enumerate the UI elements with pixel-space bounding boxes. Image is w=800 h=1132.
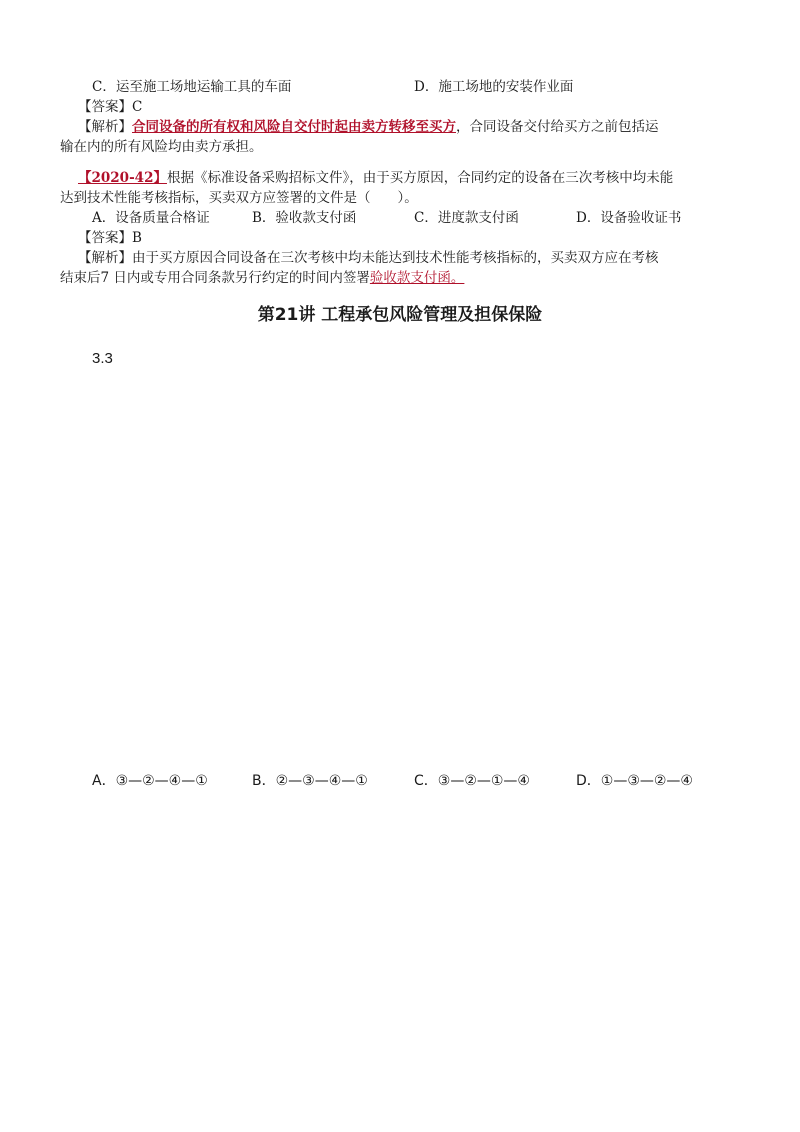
q2-option-b: B．验收款支付函 — [252, 210, 357, 226]
q3-option-c: C．③—②—①—④ — [414, 773, 530, 789]
q2-stem — [78, 168, 673, 188]
q1-option-d: D．施工场地的安装作业面 — [414, 79, 574, 95]
q3-option-b: B．②—③—④—① — [252, 773, 368, 789]
q2-analysis-text: 由于买方原因合同设备在三次考核中均未能达到技术性能考核指标的，买卖双方应在考核 — [132, 250, 659, 266]
q2-stem-text: 根据《标准设备采购招标文件》，由于买方原因，合同约定的设备在三次考核中均未能 — [166, 170, 674, 186]
q2-analysis — [78, 248, 659, 268]
q2-option-a: A．设备质量合格证 — [92, 210, 210, 226]
q2-answer: 【答案】B — [78, 230, 142, 246]
q1-analysis-label: 【解析】 — [78, 119, 132, 135]
q3-option-a: A．③—②—④—① — [92, 773, 208, 789]
q3-option-d: D．①—③—②—④ — [576, 773, 693, 789]
lecture-heading: 第21讲 工程承包风险管理及担保保险 — [257, 305, 543, 325]
q1-analysis-highlight: 合同设备的所有权和风险自交付时起由卖方转移至买方 — [132, 119, 456, 135]
q2-option-c: C．进度款支付函 — [414, 210, 519, 226]
q2-analysis-label: 【解析】 — [78, 250, 132, 266]
section-number: 3.3 — [92, 350, 113, 367]
q1-answer: 【答案】C — [78, 99, 143, 115]
q2-analysis-line2 — [60, 268, 464, 288]
q2-option-d: D．设备验收证书 — [576, 210, 682, 226]
q1-analysis-line2: 输在内的所有风险均由卖方承担。 — [60, 139, 263, 155]
q2-analysis-highlight: 验收款支付函。 — [369, 270, 465, 286]
q2-stem-line2: 达到技术性能考核指标，买卖双方应签署的文件是（ ）。 — [60, 190, 418, 206]
q1-analysis-rest: ，合同设备交付给买方之前包括运 — [456, 119, 659, 135]
q2-analysis-text2: 结束后7 日内或专用合同条款另行约定的时间内签署 — [60, 270, 370, 286]
q1-option-c: C．运至施工场地运输工具的车面 — [92, 79, 292, 95]
q1-analysis — [78, 117, 659, 137]
q2-year-tag: 【2020-42】 — [78, 170, 167, 186]
